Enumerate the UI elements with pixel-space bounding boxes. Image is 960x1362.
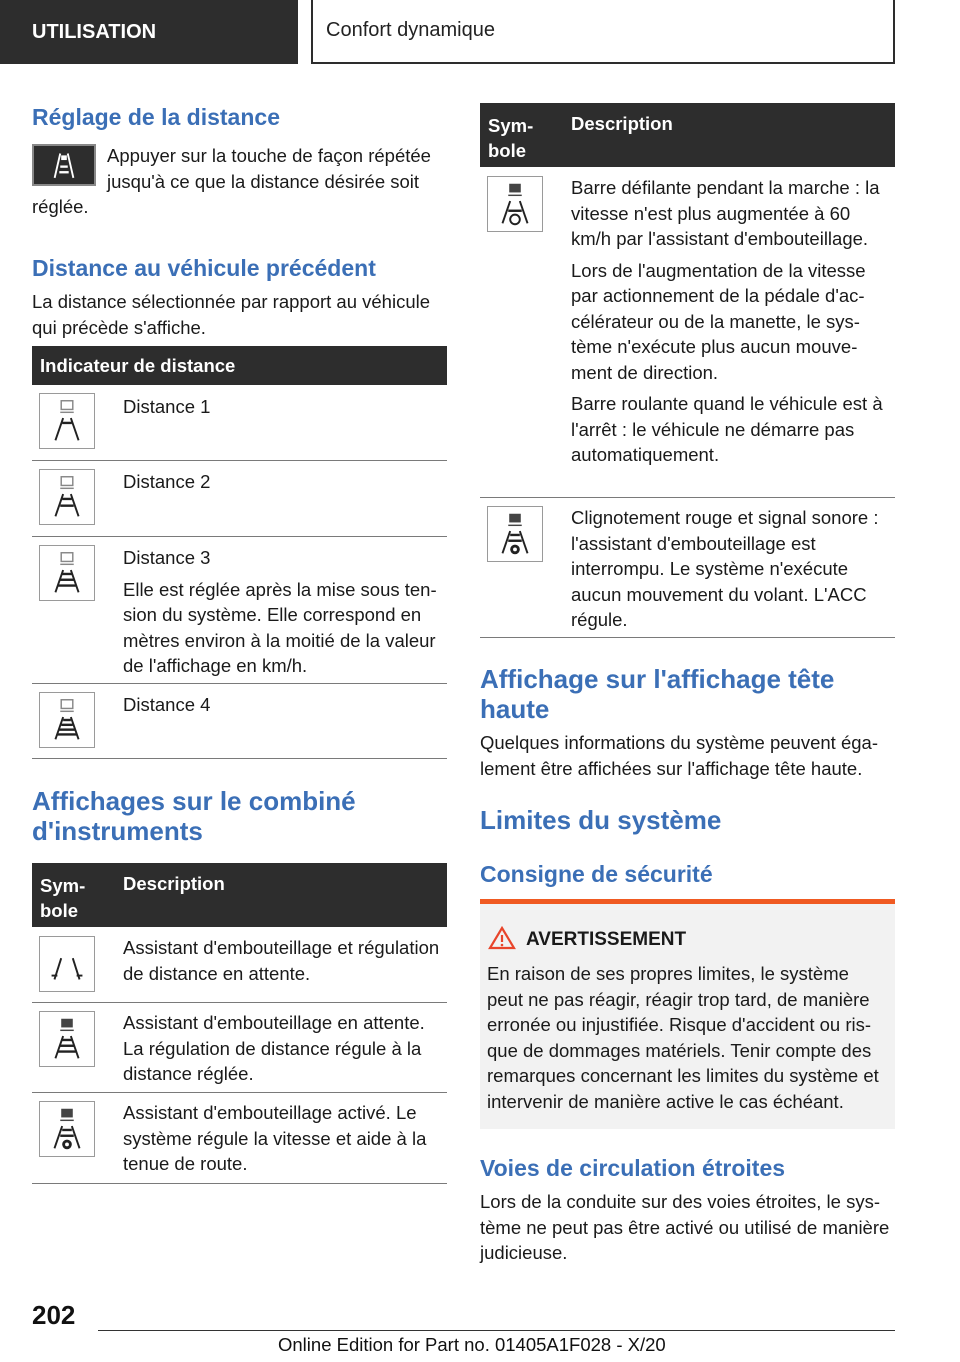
distance-4-icon	[39, 692, 95, 748]
distance-table-header: Indicateur de distance	[32, 346, 447, 385]
warning-text: En raison de ses propres limites, le système peut ne pas réagir, réagir trop tard, de manière erronée ou injustifiée. Risque d'accident ou risque de dommages matériels. Tenir compte des remarques concernant les limites du système et intervenir de manière active le cas échéant.	[487, 963, 879, 1112]
table-row	[480, 497, 895, 638]
distance-1-icon	[39, 393, 95, 449]
distance-3-icon	[39, 545, 95, 601]
hud-text: Quelques informations du système peuvent également être affichées sur l'affichage tête haute.	[480, 732, 878, 779]
right-table-header	[480, 103, 895, 167]
table-row	[32, 683, 447, 759]
limits-title: Limites du système	[480, 805, 722, 835]
scrolling-bar-icon	[487, 176, 543, 232]
table-row	[32, 536, 447, 684]
distance-3-label: Distance 3	[123, 547, 211, 568]
hud-title-line1: Affichage sur l'affichage tête	[480, 664, 835, 694]
cluster-row-2-text: Assistant d'embouteillage en attente. La régulation de distance régule à la distance réglée.	[123, 1012, 425, 1084]
table-row	[32, 927, 447, 1003]
standby-icon	[39, 936, 95, 992]
col-description: Description	[571, 113, 673, 134]
col-symbol: Symbole	[40, 875, 86, 921]
cluster-row-1-text: Assistant d'embouteillage et régulation de distance en attente.	[123, 937, 440, 984]
distance-4-label: Distance 4	[123, 694, 211, 715]
hud-title-line2: haute	[480, 694, 550, 724]
page-number: 202	[32, 1300, 76, 1330]
distance-setting-title: Réglage de la distance	[32, 104, 280, 130]
warning-title: AVERTISSEMENT	[526, 929, 687, 950]
col-symbol: Symbole	[488, 115, 534, 161]
right-row-1-p3: Barre roulante quand le véhicule est à l'arrêt : le véhicule ne démarre pas automatiquement.	[571, 393, 883, 465]
distance-1-label: Distance 1	[123, 396, 211, 417]
cluster-title-line1: Affichages sur le combiné	[32, 786, 356, 816]
cluster-row-3-text: Assistant d'embouteillage activé. Le système régule la vitesse et aide à la tenue de route.	[123, 1102, 427, 1174]
cluster-title-line2: d'instruments	[32, 816, 203, 846]
cluster-section	[32, 786, 447, 846]
interrupted-icon	[487, 506, 543, 562]
distance-button-icon	[32, 144, 96, 186]
chapter-tab: Confort dynamique	[311, 0, 895, 64]
table-row	[480, 167, 895, 498]
distance-2-label: Distance 2	[123, 471, 211, 492]
col-description: Description	[123, 873, 225, 894]
safety-title: Consigne de sécurité	[480, 861, 713, 887]
table-row	[32, 1092, 447, 1184]
warning-triangle-icon	[488, 926, 516, 950]
distance-prev-title: Distance au véhicule précédent	[32, 255, 376, 281]
narrow-lanes-text: Lors de la conduite sur des voies étroites, le système ne peut pas être activé ou utilisé de manière judicieuse.	[480, 1191, 890, 1263]
distance-3-note: Elle est réglée après la mise sous tension du système. Elle correspond en mètres environ à la moitié de la valeur de l'affichage en km/h.	[123, 578, 437, 676]
table-row	[32, 460, 447, 537]
assistant-active-icon	[39, 1101, 95, 1157]
assistant-standby-icon	[39, 1011, 95, 1067]
distance-prev-text: La distance sélectionnée par rapport au véhicule qui précède s'affiche.	[32, 291, 431, 338]
table-row	[32, 1002, 447, 1093]
narrow-lanes-title: Voies de circulation étroites	[480, 1155, 786, 1181]
table-row	[32, 385, 447, 461]
distance-2-icon	[39, 469, 95, 525]
cluster-table-header	[32, 863, 447, 927]
page-header	[0, 0, 960, 66]
right-row-1-p1: Barre défilante pendant la marche : la vitesse n'est plus augmentée à 60 km/h par l'assistant d'embouteillage.	[571, 177, 880, 249]
distance-setting-section	[32, 104, 447, 131]
section-tab: UTILISATION	[0, 0, 298, 64]
distance-setting-line3: réglée.	[32, 196, 89, 217]
edition-text: Online Edition for Part no. 01405A1F028 - X/20	[278, 1334, 666, 1355]
warning-box	[480, 899, 895, 1129]
distance-setting-line2: jusqu'à ce que la distance désirée soit	[107, 170, 420, 192]
distance-setting-line1: Appuyer sur la touche de façon répétée	[107, 145, 431, 166]
right-row-2-p1: Clignotement rouge et signal sonore : l'assistant d'embouteillage est interrompu. Le système n'exécute aucun mouvement du volant. L'ACC régule.	[571, 507, 879, 630]
right-row-1-p2: Lors de l'augmentation de la vitesse par actionnement de la pédale d'accélérateur ou de la manette, le système n'exécute plus aucun mouvement de direction.	[571, 259, 866, 383]
footer-divider	[98, 1330, 895, 1331]
hud-section	[480, 664, 895, 724]
